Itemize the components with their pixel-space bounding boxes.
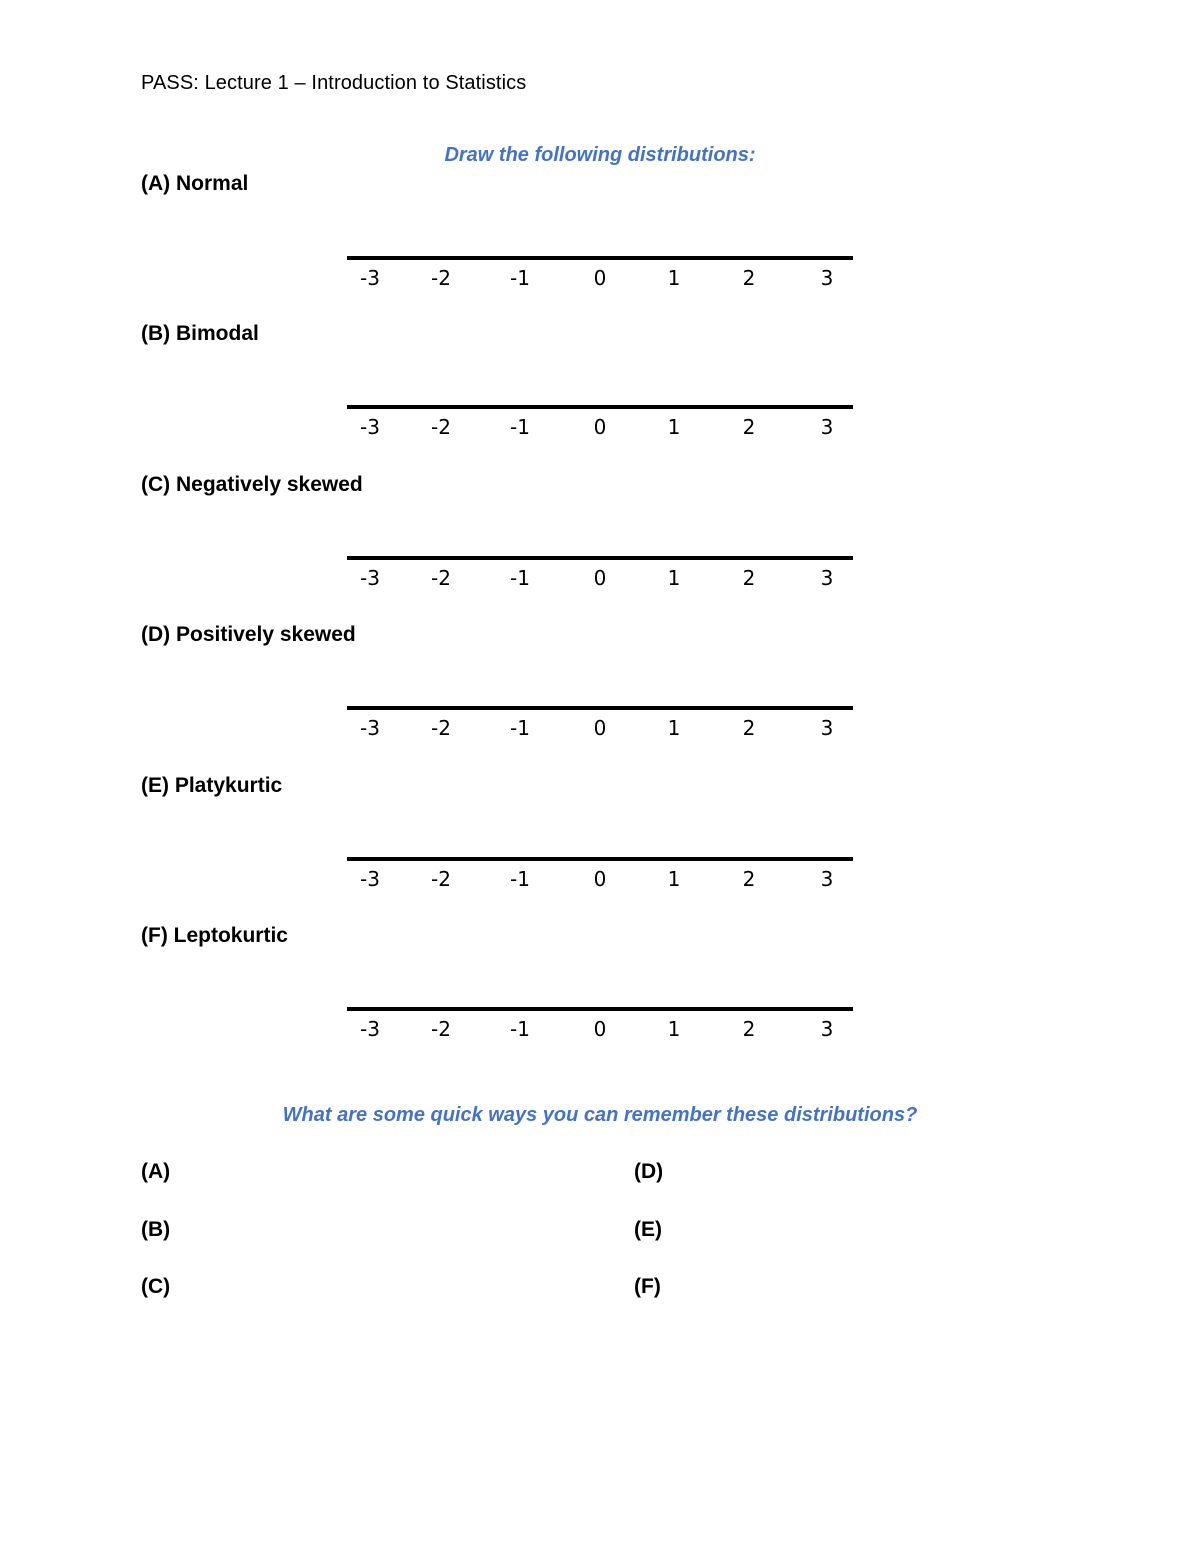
tick-label: -1 (510, 415, 530, 439)
tick-label: 3 (820, 1017, 834, 1041)
axis-line (347, 405, 853, 409)
tick-label: -1 (510, 716, 530, 740)
distribution-label-d: (D) Positively skewed (141, 623, 356, 646)
tick-label: -2 (431, 566, 451, 590)
tick-label: 1 (667, 566, 681, 590)
axis-line (347, 857, 853, 861)
distribution-label-b: (B) Bimodal (141, 322, 259, 345)
number-line-e (347, 857, 853, 897)
axis-line (347, 1007, 853, 1011)
answer-label-c: (C) (141, 1275, 171, 1298)
tick-label: 2 (742, 415, 756, 439)
tick-label: 0 (593, 716, 607, 740)
distribution-label-c: (C) Negatively skewed (141, 473, 363, 496)
distribution-label-f: (F) Leptokurtic (141, 924, 288, 947)
number-line-a (347, 256, 853, 296)
tick-label: -1 (510, 1017, 530, 1041)
tick-label: 1 (667, 266, 681, 290)
tick-label: 0 (593, 566, 607, 590)
tick-label: 0 (593, 266, 607, 290)
number-line-d (347, 706, 853, 746)
tick-label: 1 (667, 415, 681, 439)
number-line-b (347, 405, 853, 445)
tick-label: 3 (820, 716, 834, 740)
answer-label-b: (B) (141, 1218, 171, 1241)
distribution-label-a: (A) Normal (141, 172, 249, 195)
draw-instruction: Draw the following distributions: (444, 144, 756, 166)
tick-label: 1 (667, 867, 681, 891)
remember-instruction: What are some quick ways you can remember these distributions? (282, 1104, 918, 1126)
tick-label: 3 (820, 415, 834, 439)
tick-label: -3 (360, 566, 380, 590)
answer-label-e: (E) (634, 1218, 662, 1241)
answer-label-d: (D) (634, 1160, 664, 1183)
tick-label: -3 (360, 415, 380, 439)
tick-label: 0 (593, 1017, 607, 1041)
tick-label: -3 (360, 867, 380, 891)
tick-label: 2 (742, 716, 756, 740)
tick-label: -2 (431, 867, 451, 891)
tick-label: 0 (593, 415, 607, 439)
tick-label: -2 (431, 716, 451, 740)
tick-label: -2 (431, 266, 451, 290)
tick-label: 3 (820, 566, 834, 590)
axis-line (347, 706, 853, 710)
tick-label: -3 (360, 266, 380, 290)
tick-label: 2 (742, 867, 756, 891)
tick-label: 2 (742, 1017, 756, 1041)
answer-label-a: (A) (141, 1160, 171, 1183)
page-header: PASS: Lecture 1 – Introduction to Statistics (141, 72, 527, 94)
answer-label-f: (F) (634, 1275, 661, 1298)
number-line-f (347, 1007, 853, 1047)
tick-label: 0 (593, 867, 607, 891)
tick-label: -3 (360, 1017, 380, 1041)
tick-label: 2 (742, 266, 756, 290)
tick-label: 3 (820, 266, 834, 290)
tick-label: -2 (431, 415, 451, 439)
tick-label: -3 (360, 716, 380, 740)
tick-label: -1 (510, 867, 530, 891)
tick-label: 3 (820, 867, 834, 891)
tick-label: -2 (431, 1017, 451, 1041)
distribution-label-e: (E) Platykurtic (141, 774, 283, 797)
number-line-c (347, 556, 853, 596)
tick-label: 1 (667, 1017, 681, 1041)
tick-label: 1 (667, 716, 681, 740)
axis-line (347, 256, 853, 260)
axis-line (347, 556, 853, 560)
tick-label: -1 (510, 266, 530, 290)
tick-label: -1 (510, 566, 530, 590)
tick-label: 2 (742, 566, 756, 590)
